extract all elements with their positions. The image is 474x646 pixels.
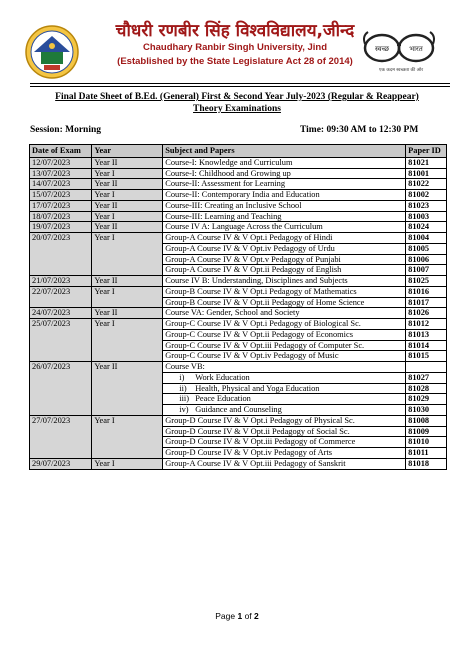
subject-cell: Course-III: Creating an Inclusive School <box>163 200 406 211</box>
paper-id-cell <box>406 362 447 373</box>
exam-date-cell: 24/07/2023 <box>30 308 92 319</box>
year-cell: Year I <box>92 168 163 179</box>
letterhead <box>0 0 474 84</box>
year-cell: Year II <box>92 362 163 416</box>
sub-item-number: iv) <box>179 405 189 414</box>
subject-cell: Group-C Course IV & V Opt.iv Pedagogy of Music <box>163 351 406 362</box>
subject-cell: Group-D Course IV & V Opt.ii Pedagogy of Social Sc. <box>163 426 406 437</box>
sub-item-number: i) <box>179 372 185 382</box>
year-cell: Year II <box>92 276 163 287</box>
exam-date-cell: 26/07/2023 <box>30 362 92 416</box>
paper-id-cell: 81024 <box>406 222 447 233</box>
table-row <box>30 233 447 244</box>
paper-id-cell: 81027 <box>406 372 447 383</box>
paper-id-cell: 81007 <box>406 265 447 276</box>
datesheet-subtitle: Theory Examinations <box>193 104 281 114</box>
exam-date-cell: 18/07/2023 <box>30 211 92 222</box>
exam-date-cell: 21/07/2023 <box>30 276 92 287</box>
swachh-tagline: एक कदम स्वच्छता की ओर <box>378 68 424 73</box>
paper-id-cell: 81023 <box>406 200 447 211</box>
table-row <box>30 211 447 222</box>
paper-id-cell: 81003 <box>406 211 447 222</box>
subject-cell: Course IV B: Understanding, Disciplines and Subjects <box>163 276 406 287</box>
subject-cell: Group-D Course IV & V Opt.iv Pedagogy of Arts <box>163 448 406 459</box>
subject-cell: Course-II: Contemporary India and Education <box>163 190 406 201</box>
sub-item <box>165 405 403 415</box>
table-row <box>30 179 447 190</box>
subject-cell: Group-D Course IV & V Opt.i Pedagogy of Physical Sc. <box>163 415 406 426</box>
university-name-hindi: चौधरी रणबीर सिंह विश्वविद्यालय,जीन्द <box>115 21 355 41</box>
table-row <box>30 200 447 211</box>
exam-date-cell: 13/07/2023 <box>30 168 92 179</box>
paper-id-cell: 81012 <box>406 319 447 330</box>
exam-date-cell: 19/07/2023 <box>30 222 92 233</box>
subject-cell: Group-A Course IV & V Opt.iii Pedagogy of Sanskrit <box>163 458 406 469</box>
paper-id-cell: 81002 <box>406 190 447 201</box>
sub-item-label: Work Education <box>195 372 250 382</box>
year-cell: Year I <box>92 233 163 276</box>
paper-id-cell: 81013 <box>406 329 447 340</box>
table-row <box>30 362 447 373</box>
paper-id-cell: 81021 <box>406 157 447 168</box>
year-cell: Year II <box>92 222 163 233</box>
subject-cell <box>163 383 406 394</box>
total-pages: 2 <box>254 611 259 621</box>
of-word: of <box>244 611 252 621</box>
year-cell: Year I <box>92 458 163 469</box>
exam-date-cell: 22/07/2023 <box>30 286 92 308</box>
subject-cell: Group-C Course IV & V Opt.ii Pedagogy of Economics <box>163 329 406 340</box>
paper-id-cell: 81001 <box>406 168 447 179</box>
exam-date-cell: 25/07/2023 <box>30 319 92 362</box>
year-cell: Year II <box>92 179 163 190</box>
exam-date-cell: 20/07/2023 <box>30 233 92 276</box>
current-page: 1 <box>237 611 243 621</box>
sub-item <box>165 373 403 383</box>
sub-item-number: iii) <box>179 394 190 404</box>
paper-id-cell: 81025 <box>406 276 447 287</box>
sub-item <box>165 394 403 404</box>
table-header-row <box>30 145 447 158</box>
subject-cell: Course-II: Assessment for Learning <box>163 179 406 190</box>
subject-cell: Course VB: <box>163 362 406 373</box>
swachh-text: स्वच्छ <box>374 45 390 53</box>
column-header-date: Date of Exam <box>30 145 92 158</box>
bharat-text: भारत <box>409 45 423 53</box>
sub-item-label: Guidance and Counseling <box>195 405 282 414</box>
table-body <box>30 157 447 469</box>
paper-id-cell: 81022 <box>406 179 447 190</box>
column-header-paper-id: Paper ID <box>406 145 447 158</box>
establishment-note: (Established by the State Legislature Act 28 of 2014) <box>117 56 353 67</box>
page-indicator <box>0 611 474 621</box>
table-row <box>30 190 447 201</box>
year-cell: Year II <box>92 200 163 211</box>
year-cell: Year I <box>92 319 163 362</box>
paper-id-cell: 81005 <box>406 243 447 254</box>
table-row <box>30 308 447 319</box>
session-label: Session: Morning <box>30 125 101 135</box>
exam-date-cell: 14/07/2023 <box>30 179 92 190</box>
table-row <box>30 415 447 426</box>
exam-date-cell: 17/07/2023 <box>30 200 92 211</box>
exam-date-cell: 29/07/2023 <box>30 458 92 469</box>
subject-cell <box>163 372 406 383</box>
table-row <box>30 276 447 287</box>
datesheet-title: Final Date Sheet of B.Ed. (General) First & Second Year July-2023 (Regular & Reappear) <box>55 92 419 102</box>
subject-cell: Course-III: Learning and Teaching <box>163 211 406 222</box>
subject-cell: Course-I: Knowledge and Curriculum <box>163 157 406 168</box>
paper-id-cell: 81030 <box>406 405 447 416</box>
table-row <box>30 286 447 297</box>
paper-id-cell: 81028 <box>406 383 447 394</box>
exam-date-cell: 15/07/2023 <box>30 190 92 201</box>
exam-date-cell: 27/07/2023 <box>30 415 92 458</box>
year-cell: Year I <box>92 415 163 458</box>
subject-cell: Group-B Course IV & V Opt.ii Pedagogy of Home Science <box>163 297 406 308</box>
subject-cell: Group-C Course IV & V Opt.iii Pedagogy of Computer Sc. <box>163 340 406 351</box>
table-row <box>30 157 447 168</box>
column-header-year: Year <box>92 145 163 158</box>
paper-id-cell: 81026 <box>406 308 447 319</box>
subject-cell: Course IV A: Language Across the Curriculum <box>163 222 406 233</box>
table-row <box>30 222 447 233</box>
paper-id-cell: 81008 <box>406 415 447 426</box>
year-cell: Year I <box>92 286 163 308</box>
header-divider <box>30 83 450 84</box>
paper-id-cell: 81009 <box>406 426 447 437</box>
subject-cell <box>163 405 406 416</box>
table-row <box>30 168 447 179</box>
subject-cell: Course VA: Gender, School and Society <box>163 308 406 319</box>
sub-item-label: Health, Physical and Yoga Education <box>195 383 320 393</box>
date-sheet-table <box>29 144 447 470</box>
subject-cell: Group-A Course IV & V Opt.iv Pedagogy of Urdu <box>163 243 406 254</box>
university-name-english: Chaudhary Ranbir Singh University, Jind <box>142 42 328 53</box>
paper-id-cell: 81029 <box>406 394 447 405</box>
time-label: Time: 09:30 AM to 12:30 PM <box>300 125 419 135</box>
year-cell: Year II <box>92 308 163 319</box>
year-cell: Year I <box>92 190 163 201</box>
subject-cell: Group-D Course IV & V Opt.iii Pedagogy of Commerce <box>163 437 406 448</box>
table-row <box>30 458 447 469</box>
sub-item-label: Peace Education <box>195 394 251 404</box>
paper-id-cell: 81018 <box>406 458 447 469</box>
subject-cell: Group-C Course IV & V Opt.i Pedagogy of Biological Sc. <box>163 319 406 330</box>
paper-id-cell: 81014 <box>406 340 447 351</box>
paper-id-cell: 81011 <box>406 448 447 459</box>
sub-item-number: ii) <box>179 383 187 393</box>
paper-id-cell: 81010 <box>406 437 447 448</box>
exam-date-cell: 12/07/2023 <box>30 157 92 168</box>
column-header-subject: Subject and Papers <box>163 145 406 158</box>
paper-id-cell: 81004 <box>406 233 447 244</box>
swachh-bharat-glasses-icon <box>360 30 440 64</box>
subject-cell: Group-A Course IV & V Opt.i Pedagogy of Hindi <box>163 233 406 244</box>
year-cell: Year II <box>92 157 163 168</box>
table-row <box>30 319 447 330</box>
paper-id-cell: 81006 <box>406 254 447 265</box>
sub-item <box>165 384 403 394</box>
page-word: Page <box>215 611 236 621</box>
paper-id-cell: 81015 <box>406 351 447 362</box>
university-emblem-icon <box>24 24 80 80</box>
subject-cell: Group-A Course IV & V Opt.v Pedagogy of Punjabi <box>163 254 406 265</box>
subject-cell: Group-B Course IV & V Opt.i Pedagogy of Mathematics <box>163 286 406 297</box>
subject-cell: Group-A Course IV & V Opt.ii Pedagogy of English <box>163 265 406 276</box>
header-divider <box>30 86 450 87</box>
subject-cell <box>163 394 406 405</box>
paper-id-cell: 81017 <box>406 297 447 308</box>
subject-cell: Course-I: Childhood and Growing up <box>163 168 406 179</box>
paper-id-cell: 81016 <box>406 286 447 297</box>
year-cell: Year I <box>92 211 163 222</box>
